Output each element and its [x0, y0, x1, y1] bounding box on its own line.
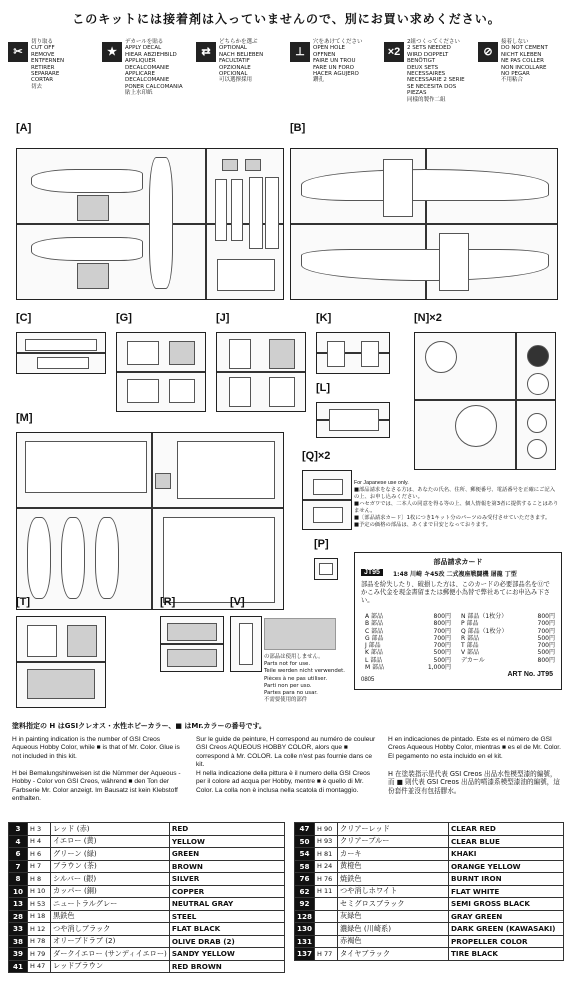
runner-label-r: [R] [160, 596, 176, 608]
runner-a [16, 148, 284, 300]
paint-row [295, 835, 564, 848]
paint-name-en: GRAY GREEN [449, 910, 564, 923]
runner-g [116, 332, 206, 412]
prices-right [461, 613, 555, 664]
paint-name-jp: つや消しホワイト [338, 885, 449, 898]
fuselage-half-bottom [31, 237, 143, 261]
paint-name-en: COPPER [169, 885, 284, 898]
wheel-hub [527, 373, 549, 395]
q-part-2 [313, 507, 343, 523]
paint-number: 137 [295, 948, 315, 961]
paint-name-en: OLIVE DRAB (2) [169, 935, 284, 948]
legend-text: どちらかを選ぶ OPTIONAL NACH BELIEBEN FACULTATIF OPZIONALE OPCIONAL 可以選擇採用 [219, 39, 264, 84]
paint-row [295, 948, 564, 961]
runner-label-c: [C] [16, 312, 32, 324]
nacelle-right [439, 233, 469, 291]
paint-row [295, 860, 564, 873]
legend-text: 切り取る CUT OFF REMOVE ENTFERNEN RETIRER SEPARARE CORTAR 切去 [31, 39, 65, 90]
unused-line: Pièces à ne pas utiliser. [264, 675, 328, 682]
glue-notice: このキットには接着剤は入っていませんので、別にお買い求めください。 [72, 12, 501, 26]
paint-name-en: FLAT WHITE [449, 885, 564, 898]
paint-number: 92 [295, 898, 315, 911]
strut-part-2 [231, 179, 243, 241]
paint-name-en: NEUTRAL GRAY [169, 898, 284, 911]
hobby-color-code [315, 923, 338, 936]
paint-intro-fr: Sur le guide de peinture, H correspond au numéro de couleur GSI Creos AQUEOUS HOBBY COLOR, alors que ■ correspond à Mr. COLOR. La colle n'est pas fournie dans ce kit. [196, 736, 376, 768]
paint-row [295, 873, 564, 886]
hobby-color-code: H 11 [315, 885, 338, 898]
paint-name-jp: ブラウン (茶) [51, 860, 170, 873]
paint-name-en: BROWN [169, 860, 284, 873]
decal-star-icon: ★ [102, 42, 122, 62]
runner-l [316, 402, 390, 438]
paint-row [9, 960, 285, 973]
runner-label-k: [K] [316, 312, 332, 324]
runner-label-v: [V] [230, 596, 245, 608]
card-title: 部品請求カード [433, 558, 483, 566]
paint-name-en: TIRE BLACK [449, 948, 564, 961]
paint-row [9, 948, 285, 961]
runner-label-l: [L] [316, 382, 331, 394]
paint-name-en: SEMI GROSS BLACK [449, 898, 564, 911]
propeller-hub [425, 341, 457, 373]
paint-number: 54 [295, 848, 315, 861]
price-part: G 部品 [365, 634, 384, 642]
price-part: L 部品 [365, 656, 383, 664]
price-row [365, 657, 451, 664]
price-part: Q 部品（1枚分） [461, 627, 508, 635]
hobby-color-code: H 47 [28, 960, 51, 973]
paint-name-en: YELLOW [169, 835, 284, 848]
strut-part-3 [249, 177, 263, 249]
kit-code: JT95 [361, 569, 383, 576]
runner-r [160, 616, 224, 672]
no-glue-icon: ⊘ [478, 42, 498, 62]
art-number: ART No. JT95 [507, 671, 553, 678]
card-code: 0805 [361, 677, 375, 683]
paint-number: 6 [9, 848, 28, 861]
paint-intro-de: H bei Bemalungshinweisen ist die Nümmer der Aqueous - Hobby - Color von GSI Creos, während ■ den Ton der Farbserie Mr. Color anzeigt. Im Bausatz ist kein Klebstoff enthalten. [12, 770, 181, 802]
paint-name-jp: 黒鉄色 [51, 910, 170, 923]
q-part [313, 479, 343, 495]
hobby-color-code [315, 898, 338, 911]
g-part-grey [169, 341, 195, 365]
g-part [127, 341, 159, 365]
r-part-grey [167, 623, 217, 641]
price-value: 500円 [537, 634, 555, 642]
times-two-icon: ×2 [384, 42, 404, 62]
paint-name-en: CLEAR BLUE [449, 835, 564, 848]
g-part-2 [127, 379, 159, 403]
propeller [455, 405, 497, 447]
paint-name-jp: クリアーレッド [338, 823, 449, 836]
paint-name-jp: グリーン (緑) [51, 848, 170, 861]
paint-number: 62 [295, 885, 315, 898]
paint-name-en: KHAKI [449, 848, 564, 861]
wheel-hub-3 [527, 439, 547, 459]
optional-icon: ⇄ [196, 42, 216, 62]
legend-item [384, 36, 476, 106]
fuselage-half-top [31, 169, 143, 193]
paint-number: 8 [9, 873, 28, 886]
price-value: 800円 [433, 620, 451, 628]
runner-n [414, 332, 556, 470]
engine-cowl-3 [95, 517, 119, 599]
canopy-part [25, 339, 97, 351]
hobby-color-code: H 76 [315, 873, 338, 886]
t-part-grey [67, 625, 97, 657]
hobby-color-code: H 10 [28, 885, 51, 898]
price-part: V 部品 [461, 649, 480, 657]
hobby-color-code: H 93 [315, 835, 338, 848]
paint-intro-zh: H 在塗裝指示是代表 GSI Creos 出品水性模型漆的編號，而 ■ 則代表 GSI Creos 出品的噴漆系模型漆油的編號，這份套件並沒有包括膠水。 [388, 770, 560, 795]
paint-intro-jp: 塗料指定の H はGSIクレオス・水性ホビーカラー、■ はMr.カラーの番号です。 [12, 722, 266, 730]
hobby-color-code: H 79 [28, 948, 51, 961]
legend-text: 穴をあけてください OPEN HOLE OFFNEN FAIRE UN TROU FARE UN FORO HACER AGUJERO 鑽孔 [313, 39, 363, 84]
japan-only-line: ■ハセガワでは、二本人の同意を得る等の上、個人情報を第3者に提供することはありません。 [354, 501, 559, 514]
runner-q [302, 470, 352, 530]
m-parts-group-2 [163, 517, 275, 603]
paint-name-en: SILVER [169, 873, 284, 886]
japan-only-line: ■〔部品請求カード〕1枚につき1キット分のパーツのみ受付させていただきます。 [354, 515, 551, 521]
hobby-color-code [315, 910, 338, 923]
runner-j [216, 332, 306, 412]
legend-item [8, 36, 100, 106]
price-part: M 部品 [365, 664, 385, 672]
r-part-grey-2 [167, 649, 217, 667]
price-value: 500円 [537, 649, 555, 657]
legend-text: デカールを貼る APPLY DECAL HIEAR ABZIEHBILD APPLIQUER DECALCOMANIE APPLICARE DECALCOMANIE PONER CALCOMANIA 貼上水印紙 [125, 39, 183, 97]
p-part [319, 563, 333, 575]
unused-line: 不需要使用的部件 [264, 697, 308, 704]
runner-b [290, 148, 558, 300]
price-value: 700円 [537, 627, 555, 635]
paint-name-jp: 赤褐色 [338, 935, 449, 948]
runner-label-q: [Q]×2 [302, 450, 331, 462]
paint-row [9, 885, 285, 898]
paint-name-jp: カッパー (銅) [51, 885, 170, 898]
hobby-color-code: H 18 [28, 910, 51, 923]
price-part: デカール [461, 656, 485, 664]
hobby-color-code: H 4 [28, 835, 51, 848]
strut-part [215, 179, 227, 241]
tail-fin [149, 157, 173, 289]
hobby-color-code: H 7 [28, 860, 51, 873]
runner-label-m: [M] [16, 412, 33, 424]
paint-row [9, 910, 285, 923]
paint-name-en: DARK GREEN (KAWASAKI) [449, 923, 564, 936]
engine-cowl [27, 517, 51, 599]
j-part [229, 339, 251, 369]
paint-number: 39 [9, 948, 28, 961]
paint-number: 33 [9, 923, 28, 936]
paint-intro-it: H nella indicazione della pittura è il numero della GSI Creos per il colore ad acqua per Hobby, mentre ■ è quello di Mr. Color. La colla non è inclusa nella scatola di montaggio. [196, 770, 371, 794]
paint-name-jp: 黄橙色 [338, 860, 449, 873]
paint-name-en: STEEL [169, 910, 284, 923]
hobby-color-code: H 53 [28, 898, 51, 911]
paint-name-jp: カーキ [338, 848, 449, 861]
price-value: 1,000円 [427, 664, 451, 672]
legend-text: 2組つくってください 2 SETS NEEDED WIRD DOPPELT BENÖTIGT DEUX SETS NECESSAIRES NECESSARIE 2 SERIE SE NECESITA DOS PIEZAS 同樣的製作二組 [407, 39, 465, 103]
j-part-3 [269, 377, 295, 407]
paint-row [295, 898, 564, 911]
paint-row [295, 935, 564, 948]
price-value: 800円 [537, 613, 555, 620]
hobby-color-code: H 81 [315, 848, 338, 861]
paint-name-jp: タイヤブラック [338, 948, 449, 961]
paint-name-en: SANDY YELLOW [169, 948, 284, 961]
small-part-grey-2 [245, 159, 261, 171]
paint-intro-es: H en indicaciones de pintado. Este es el número de GSI Creos Aqueous Hobby Color, mientras ■ es el de Mr. Color. El pegamento no esta incluido en el kit. [388, 736, 561, 760]
hobby-color-code: H 3 [28, 823, 51, 836]
paint-name-jp: 濃緑色 (川崎系) [338, 923, 449, 936]
price-value: 700円 [433, 627, 451, 635]
price-part: K 部品 [365, 649, 383, 657]
paint-number: 4 [9, 835, 28, 848]
price-row [461, 657, 555, 664]
runner-p [314, 558, 338, 580]
paint-row [295, 823, 564, 836]
price-row [365, 649, 451, 656]
japan-only-line: ■部品請求をなさる方は、あなたの氏名、住所、郵便番号、電話番号を正確にご記入の上、お申し込みください。 [354, 487, 555, 500]
wheel [527, 345, 549, 367]
price-value: 700円 [433, 642, 451, 650]
paint-name-en: FLAT BLACK [169, 923, 284, 936]
runner-label-t: [T] [16, 596, 31, 608]
g-part-3 [169, 379, 195, 403]
k-part [327, 341, 345, 367]
unused-line: の部品は使用しません。 [264, 654, 324, 660]
paint-table-right [294, 822, 564, 961]
price-value: 700円 [537, 620, 555, 628]
strut-part-4 [265, 177, 279, 249]
japan-only-line: ■予定の価格の部品は、あくまで目安となっております。 [354, 522, 492, 528]
price-row [365, 628, 451, 635]
paint-table-left [8, 822, 285, 973]
paint-number: 58 [295, 860, 315, 873]
paint-number: 50 [295, 835, 315, 848]
paint-row [295, 885, 564, 898]
legend-item [102, 36, 194, 106]
price-part: T 部品 [461, 642, 479, 650]
paint-name-jp: 焼鉄色 [338, 873, 449, 886]
legend-item [290, 36, 382, 106]
nacelle-left [383, 159, 413, 217]
legend-item [478, 36, 570, 106]
paint-number: 130 [295, 923, 315, 936]
paint-name-en: RED BROWN [169, 960, 284, 973]
paint-row [9, 848, 285, 861]
paint-row [9, 835, 285, 848]
price-part: A 部品 [365, 613, 384, 620]
engine-cowl-2 [61, 517, 85, 599]
paint-number: 47 [295, 823, 315, 836]
price-value: 800円 [537, 656, 555, 664]
hobby-color-code: H 8 [28, 873, 51, 886]
card-body: 部品を紛失したり、破損した方は、このカードの必要部品名をⓄでかこみ代金を現金書留または郵便小為替で弊社あてにお申込み下さい。 [361, 581, 550, 604]
unused-parts-note [264, 654, 354, 704]
fuselage-detail-grey [77, 195, 109, 221]
paint-row [9, 823, 285, 836]
paint-number: 10 [9, 885, 28, 898]
paint-name-jp: クリアーブルー [338, 835, 449, 848]
paint-name-en: ORANGE YELLOW [449, 860, 564, 873]
paint-name-en: BURNT IRON [449, 873, 564, 886]
wing-upper [301, 169, 549, 201]
paint-name-jp: 灰緑色 [338, 910, 449, 923]
price-row [461, 620, 555, 627]
t-part-grey-2 [27, 669, 95, 699]
wheel-hub-2 [527, 413, 547, 433]
unused-line: Partes para no usar. [264, 690, 318, 697]
runner-label-a: [A] [16, 122, 32, 134]
v-part [239, 623, 253, 665]
paint-name-en: CLEAR RED [449, 823, 564, 836]
hobby-color-code: H 77 [315, 948, 338, 961]
price-row [461, 628, 555, 635]
paint-number: 3 [9, 823, 28, 836]
price-value: 700円 [433, 634, 451, 642]
paint-number: 41 [9, 960, 28, 973]
paint-number: 38 [9, 935, 28, 948]
small-parts-group [217, 259, 275, 291]
t-part [27, 625, 57, 657]
runner-v [230, 616, 262, 672]
kit-name: 1:48 川崎 キ45改 二式複座戦闘機 屠龍 丁型 [393, 571, 517, 578]
hobby-color-code [315, 935, 338, 948]
price-value: 500円 [433, 649, 451, 657]
legend-text: 接着しない DO NOT CEMENT NICHT KLEBEN NE PAS COLLER NON INCOLLARE NO PEGAR 不用粘合 [501, 39, 548, 84]
paint-row [295, 910, 564, 923]
paint-row [295, 848, 564, 861]
runner-m [16, 432, 284, 610]
hobby-color-code: H 6 [28, 848, 51, 861]
l-part [329, 409, 379, 431]
paint-row [9, 860, 285, 873]
hobby-color-code: H 90 [315, 823, 338, 836]
paint-name-jp: レッド (赤) [51, 823, 170, 836]
paint-name-jp: レッドブラウン [51, 960, 170, 973]
price-row [461, 649, 555, 656]
parts-request-card [354, 552, 562, 690]
runner-label-p: [P] [314, 538, 329, 550]
j-part-2 [229, 377, 251, 407]
m-parts-group [177, 441, 275, 499]
price-value: 500円 [433, 656, 451, 664]
prices-left [365, 613, 451, 671]
paint-name-en: PROPELLER COLOR [449, 935, 564, 948]
canopy-part-2 [37, 357, 89, 369]
paint-number: 128 [295, 910, 315, 923]
price-part: C 部品 [365, 627, 384, 635]
wing-lower [301, 249, 549, 281]
drill-icon: ⊥ [290, 42, 310, 62]
runner-label-b: [B] [290, 122, 306, 134]
cockpit-parts [25, 441, 147, 493]
price-row [365, 620, 451, 627]
unused-line: Parti non per uso. [264, 682, 312, 689]
paint-number: 13 [9, 898, 28, 911]
small-part-grey [222, 159, 238, 171]
price-row [365, 664, 451, 671]
paint-name-jp: シルバー (銀) [51, 873, 170, 886]
paint-name-jp: ダークイエロー (サンディイエロー) [51, 948, 170, 961]
runner-label-g: [G] [116, 312, 132, 324]
unused-line: Parts not for use. [264, 661, 311, 668]
price-part: N 部品（1枚分） [461, 613, 508, 620]
hobby-color-code: H 12 [28, 923, 51, 936]
price-part: R 部品 [461, 634, 480, 642]
unused-line: Teile werden nicht verwendet. [264, 668, 345, 675]
fuselage-detail-grey-2 [77, 263, 109, 289]
paint-intro-en: H in painting indication is the number of GSI Creos Aqueous Hobby Color, while ■ is that of Mr. Color. Glue is not included in this kit. [12, 736, 180, 760]
paint-name-en: GREEN [169, 848, 284, 861]
paint-row [295, 923, 564, 936]
runner-k [316, 332, 390, 374]
j-part-grey [269, 339, 295, 369]
price-part: P 部品 [461, 620, 479, 628]
paint-name-jp: オリーブドラブ (2) [51, 935, 170, 948]
hobby-color-code: H 78 [28, 935, 51, 948]
runner-t [16, 616, 106, 708]
paint-name-jp: セミグロスブラック [338, 898, 449, 911]
m-grey-part [155, 473, 171, 489]
paint-number: 7 [9, 860, 28, 873]
paint-row [9, 873, 285, 886]
price-value: 800円 [433, 613, 451, 620]
paint-number: 28 [9, 910, 28, 923]
k-part-2 [361, 341, 379, 367]
price-part: J 部品 [365, 642, 381, 650]
unused-parts-swatch [264, 618, 336, 650]
paint-name-jp: ニュートラルグレー [51, 898, 170, 911]
paint-row [9, 923, 285, 936]
hobby-color-code: H 24 [315, 860, 338, 873]
runner-label-n: [N]×2 [414, 312, 442, 324]
paint-number: 131 [295, 935, 315, 948]
instruction-legend [8, 36, 568, 106]
runner-c [16, 332, 106, 374]
paint-name-jp: つや消しブラック [51, 923, 170, 936]
paint-name-jp: イエロー (黄) [51, 835, 170, 848]
paint-name-en: RED [169, 823, 284, 836]
paint-row [9, 898, 285, 911]
price-value: 700円 [537, 642, 555, 650]
paint-number: 76 [295, 873, 315, 886]
legend-item [196, 36, 288, 106]
runner-label-j: [J] [216, 312, 230, 324]
cut-icon: ✂ [8, 42, 28, 62]
paint-row [9, 935, 285, 948]
japan-only-title: For Japanese use only. [354, 480, 409, 486]
price-part: B 部品 [365, 620, 384, 628]
